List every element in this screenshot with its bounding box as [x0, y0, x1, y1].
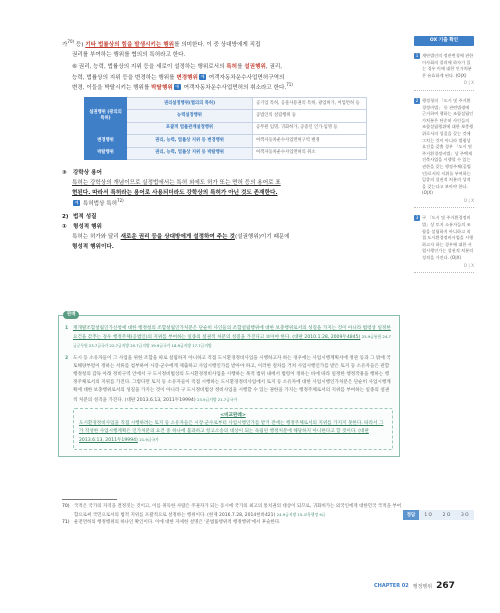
subsection-text-b: 새로운 권리 등을 상대방에게 설정하여 주는 것: [120, 234, 235, 241]
subsection-text-d: 형성적 행위이다.: [72, 244, 114, 251]
table-category-cell: 박탈행위: [85, 147, 127, 159]
precedent-box: [58, 312, 400, 457]
chapter-title: 행정행위: [412, 583, 433, 590]
table-sub-cell: 권리설정행위(협의의 특허): [127, 98, 253, 110]
section-term-line-1: 특허는 강학상의 개념이므로 실정법에서는 특허 외에도 허가 또는 면허 등의 용어로 표: [72, 180, 281, 187]
table-desc-cell: 여객자동차운수사업면허의 취소: [253, 147, 367, 159]
ox-number: 1: [415, 53, 419, 58]
ox-number-wrap: [414, 215, 422, 261]
para-2-text-d: 능력, 법률상의 지위 등을 변경하는 행위를: [72, 74, 177, 81]
ox-answer-choice[interactable]: O | X: [414, 198, 474, 209]
ox-answer-choice[interactable]: O | X: [414, 80, 474, 91]
section-title: 강학상 용어: [73, 170, 102, 177]
para-2-line-2: [62, 73, 394, 83]
para-2-highlight-4: 박탈행위: [151, 84, 173, 91]
answer-key-bar: [403, 510, 474, 520]
ox-question: 행정청의 「도시 및 주거환경정비법」 등 관련법령에 근거하여 행하는 조합설립인가처분은 단순히 사인들의 조합설립행위에 대한 보충행위로서의 성질을 갖는 것에 그치는 것이 아니라 법령상 요건을 갖출 경우 「도시 및 주거환경정비법」상 주택재건축사업을 시행할 수 있는 권한을 갖는 행정주체(공법인)로서의 지위를 부여하는 일종의 설권적 처분의 성격을 갖는다고 보아야 한다. (O|X): [422, 97, 474, 196]
section-term-body-2: [62, 188, 394, 198]
intro-paragraph: [62, 40, 394, 50]
ox-question: 재단법인의 정관변경에 관한 이사회의 결의에 하자가 있는 경우 이에 대한 인가처분은 유효하게 된다. (O|X): [422, 53, 474, 78]
subsection-body: [62, 232, 394, 242]
subsection-body-2: [62, 242, 394, 252]
ox-number: 2: [415, 97, 419, 103]
page-number: 267: [436, 581, 455, 591]
table-sub-cell: 권리, 능력, 법률상 지위 등 변경행위: [127, 135, 253, 147]
subsection-text-a: 특허는 허가와 달리: [72, 234, 121, 241]
answer-key-value: 3 O: [460, 512, 469, 518]
section-heading-legal: [62, 212, 394, 222]
page-footer: [374, 581, 455, 591]
subsection-title: 형성적 행위: [73, 224, 102, 231]
para-2-line-3: [62, 83, 394, 93]
precedent-item: [65, 325, 393, 352]
comparison-text: 도시환경정비사업을 직접 시행하려는 토지 등 소유자들은 시장·군수로부터 사업시행인가를 받기 전에는 행정주체로서의 지위를 가지지 못한다. 따라서 그가 작성한 사업시행계획은 인가처분의 요건 중 하나에 불과하고 항고소송의 대상이 되는 독립된 행정처분에 해당하지 아니한다고 할 것이다. (대판 2013.6.13, 2011두19994): [79, 421, 384, 444]
intro-highlight: 기타 법률상의 힘을 발생시키는 행위: [85, 42, 175, 48]
table-category-cell: 변경행위: [85, 135, 127, 147]
answer-key-value: 1 O: [424, 512, 432, 518]
footnote-number: 71): [62, 520, 70, 526]
table-sub-cell: 능력설정행위: [127, 110, 253, 122]
comparison-heading: <비교판례>: [220, 412, 246, 418]
example-tag: 예: [74, 199, 79, 205]
table-row: [85, 147, 367, 159]
exam-refs: 25.9급통합 24.7급군무원 23.7급국가 22.7급지방 20.7급지방 19.9급국가 18.9급지방 17.7급지방: [73, 334, 391, 349]
intro-text-a: 가: [62, 42, 68, 48]
ox-question: 구 「도시 및 주거환경정비법」상 토지 소유자들의 조합을 설립하지 아니하고 직접 도시환경정비사업을 시행하고자 하는 경우에 대한 사업시행인가는 설권적 처분의 성격을 가진다. (O|X): [422, 215, 474, 261]
exam-refs: 21.9급국가: [139, 437, 159, 443]
chapter-label: CHAPTER 02: [374, 583, 409, 589]
ox-answer-choice[interactable]: O | X: [414, 263, 474, 274]
ox-header: OX 기출 확인: [414, 36, 474, 46]
table-desc-cell: 공무원 임명, 귀화허가, 공증인 인가·임명 등: [253, 122, 367, 134]
precedent-item: [65, 355, 393, 405]
para-2-highlight-2: 설권행위: [244, 64, 266, 71]
footnote-number: 70): [62, 504, 70, 509]
para-2-text-c: , 권리,: [265, 64, 283, 71]
intro-continued: 권리를 부여하는 행위를 협의의 특허라고 한다.: [72, 52, 186, 59]
precedent-text: 재개발조합설립인가신청에 대한 행정청의 조합설립인가처분은 단순히 사인들의 조합설립행위에 대한 보충행위로서의 성질을 가지는 것이 아니라 법령상 일정한 요건을 갖추는 경우 행정주체(공법인)의 지위를 부여하는 일종의 설권적 처분의 성질을 가진다고 보아야 한다. (대판 2010.1.28, 2009두4845): [73, 326, 391, 341]
precedent-text-wrap: [73, 355, 393, 405]
section-term-example-text: 특허법상 특허: [81, 200, 118, 207]
section-number: 2): [62, 213, 69, 220]
table-desc-cell: 공기업 특허, 공물사용권의 특허, 광업허가, 어업면허 등: [253, 98, 367, 110]
footnote-text-wrap: [74, 503, 402, 519]
footnote-ref-71[interactable]: 71): [286, 81, 293, 87]
footnotes: [62, 503, 402, 527]
intro-text-b: 등): [74, 42, 86, 48]
precedent-text: 도시 등 소유자들이 그 사업을 위한 조합을 따로 설립하지 아니하고 직접 도시환경정비사업을 시행하고자 하는 경우에는 사업시행계획서에 정관 등과 그 밖에 국토해양부령이 정하는 서류를 첨부하여 시장·군수에게 제출하고 사업시행인가를 받아야 하고, 이러한 절차를 거쳐 사업시행인가를 받은 토지 등 소유자들은 관할 행정청의 감독 아래 정비구역 안에서 구 도시정비법상의 도시환경정비사업을 시행하는 목적 범위 내에서 법령이 정하는 바에 따라 일정한 행정작용을 행하는 행정주체로서의 지위를 가진다. 그렇다면 토지 등 소유자들이 직접 시행하는 도시환경정비사업에서 토지 등 소유자에 대한 사업시행인가처분은 단순히 사업시행계획에 대한 보충행위로서의 성질을 가지는 것이 아니라 구 도시정비법상 정비사업을 시행할 수 있는 권한을 가지는 행정주체로서의 지위를 부여하는 일종의 설권적 처분의 성격을 가진다. (대판 2013.6.13, 2011두19994): [73, 355, 391, 403]
ox-number: 3: [415, 215, 419, 221]
table-row: [85, 122, 367, 134]
table-category-cell: 설권행위 (광의의 특허): [85, 98, 127, 135]
precedent-number: 1: [65, 326, 69, 331]
answer-key-value: 2 O: [442, 512, 451, 518]
exam-refs: 23.9급지방 21.7급국가: [197, 396, 238, 402]
intro-text-c: 를 의미한다. 이 중 상대방에게 직접: [174, 42, 261, 48]
para-2: [62, 62, 394, 72]
section-title: 법적 성질: [73, 213, 97, 220]
classification-table: [84, 97, 367, 160]
example-tag: 예: [200, 73, 205, 79]
ox-item: [414, 215, 474, 261]
footnote-text: 국적은 국가의 자격을 결정짓는 것이고, 이를 취득한 사람은 주권자가 되는 동시에 국가의 최고의 통치권의 대상이 되므로, 귀화허가는 외국인에게 대한민국 국적을 부여함으로써 국민으로서의 법적 지위를 포괄적으로 설정하는 행위이다. (현재 2016.7.28, 2014헌바421): [74, 504, 402, 518]
section-term-body: [62, 178, 394, 188]
section-number: ③: [62, 170, 67, 177]
table-desc-cell: 공법인의 설립행위 등: [253, 110, 367, 122]
main-text: [62, 40, 394, 253]
table-sub-cell: 포괄적 법률관계설정행위: [127, 122, 253, 134]
para-2-text-a: 권리, 능력, 법률상의 지위 등을 새로이 설정하는 행위로서의: [77, 64, 227, 71]
footnote-item: [62, 503, 402, 519]
table-desc-cell: 여객자동차운수사업면허구역 변경: [253, 135, 367, 147]
footnote-ref-72[interactable]: 72): [117, 197, 124, 203]
ox-item: [414, 98, 474, 197]
para-2-highlight-1: 특허: [226, 64, 238, 71]
ox-item: [414, 53, 474, 79]
ox-sidebar: [414, 36, 474, 273]
para-2-text-f: 변경, 이들을 박탈시키는 행위를: [72, 84, 152, 91]
example-tag: 예: [175, 83, 180, 89]
precedent-number: 2: [65, 355, 69, 361]
para-2-text-b: 를: [237, 64, 245, 71]
para-2-text-g: 여객자동차운수사업면허의 취소라고 한다.: [181, 84, 287, 91]
para-2-highlight-3: 변경행위: [176, 74, 198, 81]
exam-refs: 24.9급지방 15.교육행정 9급: [276, 511, 326, 517]
footnote-text: 운전면허의 행정행위의 하나인 확인이다. 이에 대한 자세한 설명은 '준법률행위적 행정행위'에서 후술한다.: [74, 520, 281, 526]
footnote-ref-70[interactable]: 70): [67, 39, 75, 45]
answer-key-values: [419, 510, 474, 520]
table-row: [85, 135, 367, 147]
ox-number-wrap: [414, 98, 422, 197]
table-sub-cell: 권리, 능력, 법률상 지위 등 박탈행위: [127, 147, 253, 159]
table-row: [85, 98, 367, 110]
subsection-number: ①: [62, 224, 67, 231]
answer-key-label: 정답: [406, 513, 416, 518]
precedent-text-wrap: [73, 325, 393, 352]
para-2-text-e: 여객자동차운수사업면허구역의: [206, 74, 285, 81]
footnote-divider: [62, 499, 117, 500]
precedent-label: 판례: [63, 311, 79, 319]
comparison-precedent-box: [73, 408, 393, 450]
section-term-example: [62, 199, 394, 209]
table-row: [85, 110, 367, 122]
footnote-item: [62, 519, 402, 527]
subsection-text-c: (설권행위)이기 때문에: [234, 234, 290, 241]
subsection-heading: [62, 222, 394, 232]
ox-number-wrap: [414, 53, 422, 79]
para-2-number: ⑥: [72, 64, 78, 71]
section-heading-term: [62, 168, 394, 178]
comparison-text-wrap: [79, 420, 387, 446]
section-term-line-2: 현된다. 따라서 특허라는 용어로 사용되더라도 강학상의 특허가 아닌 것도 존재한다.: [72, 190, 278, 197]
